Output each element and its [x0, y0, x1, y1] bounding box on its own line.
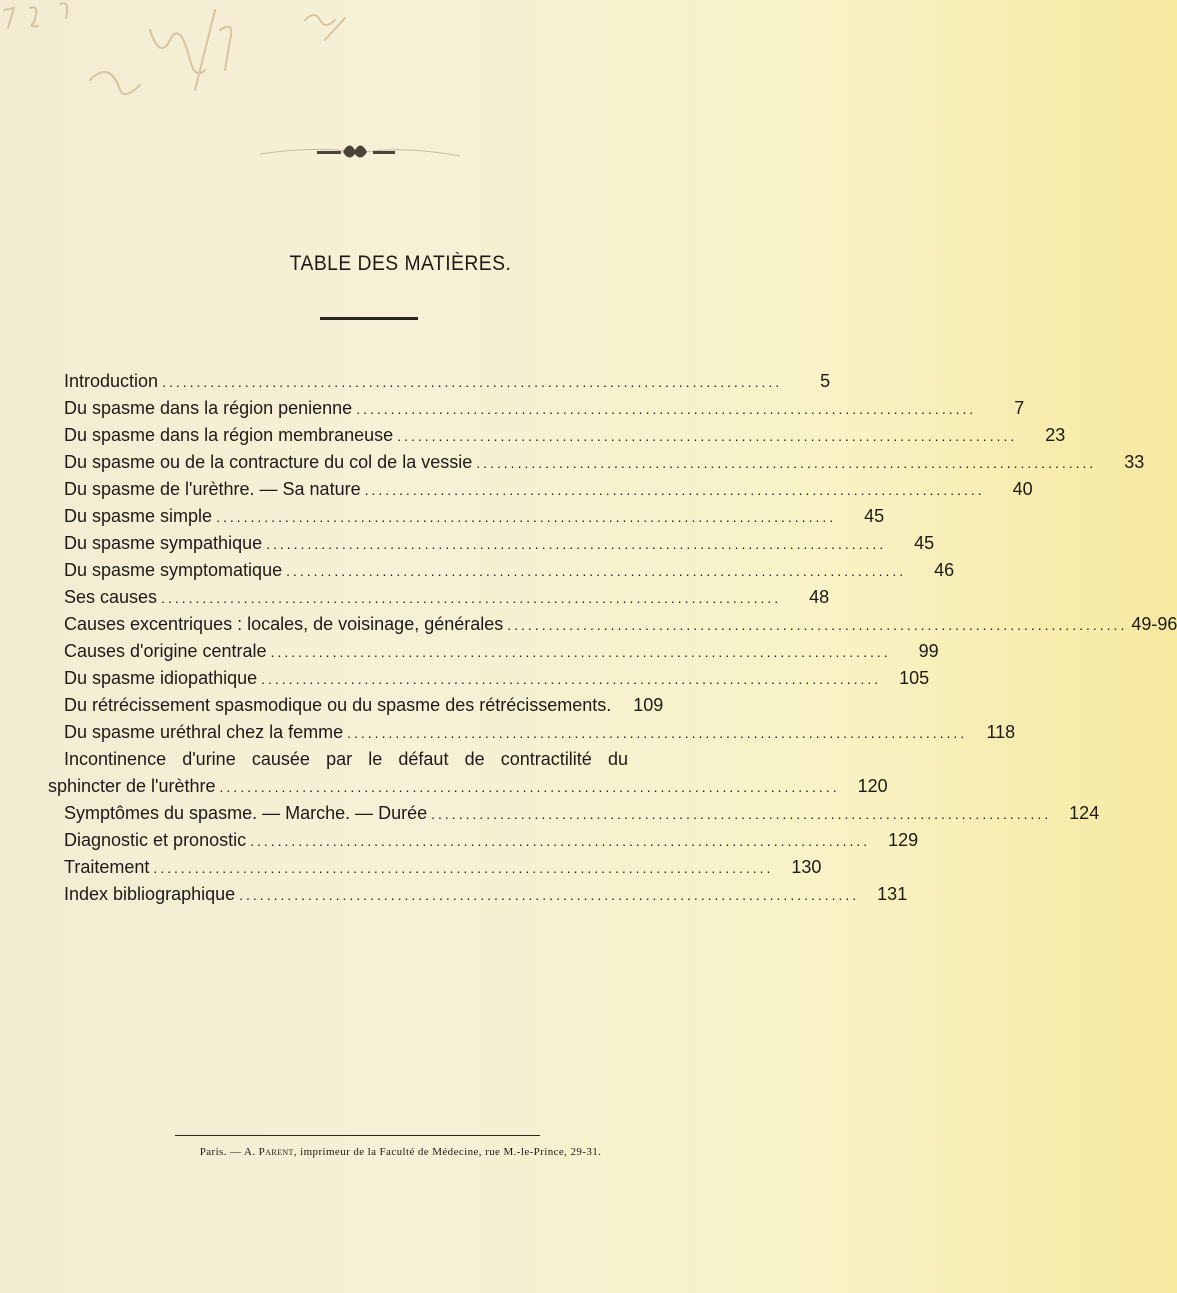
toc-entry: Du spasme ou de la contracture du col de la vessie .......................................................................................... 33 — [48, 449, 628, 476]
toc-entry-label: Du spasme dans la région penienne — [64, 398, 353, 418]
toc-entry-page: 130 — [791, 857, 822, 877]
toc-entry: Traitement .......................................................................................... 130 — [48, 854, 628, 881]
toc-entry: Causes d'origine centrale .......................................................................................... 99 — [48, 638, 628, 665]
toc-entry-label: Du spasme dans la région membraneuse — [64, 425, 394, 445]
toc-entry-page: 45 — [864, 506, 885, 526]
toc-entry-page: 7 — [1014, 398, 1025, 418]
toc-entry: Du spasme de l'urèthre. — Sa nature .......................................................................................... 40 — [48, 476, 628, 503]
table-of-contents — [48, 368, 1177, 908]
toc-entry: Du spasme simple .......................................................................................... 45 — [48, 503, 628, 530]
toc-entry-label: Du spasme ou de la contracture du col de la vessie — [64, 452, 473, 472]
footer-divider — [175, 1135, 540, 1136]
toc-entry: Ses causes .......................................................................................... 48 — [48, 584, 628, 611]
toc-entry-label: Du spasme idiopathique — [64, 668, 258, 688]
toc-entry-page: 48 — [809, 587, 830, 607]
toc-entry-label: Causes d'origine centrale — [64, 641, 267, 661]
toc-entry-multiline: Incontinence d'urine causée par le défaut de contractilité du sphincter de l'urèthre .......................................................................................... 120 — [48, 746, 628, 800]
toc-entry-label: Introduction — [64, 371, 159, 391]
toc-entry-page: 129 — [888, 830, 919, 850]
toc-entry: Index bibliographique .......................................................................................... 131 — [48, 881, 628, 908]
toc-entry-label-line1: Incontinence d'urine causée par le défaut de contractilité du — [64, 749, 628, 769]
title-divider — [320, 317, 418, 320]
toc-entry-label: Du spasme symptomatique — [64, 560, 283, 580]
page-title: TABLE DES MATIÈRES. — [289, 252, 512, 275]
toc-entry-page: 40 — [1012, 479, 1033, 499]
toc-entry-label: Index bibliographique — [64, 884, 236, 904]
toc-entry-label: Du spasme de l'urèthre. — Sa nature — [64, 479, 361, 499]
toc-entry-label: Ses causes — [64, 587, 158, 607]
toc-entry: Diagnostic et pronostic .......................................................................................... 129 — [48, 827, 628, 854]
toc-entry-page: 105 — [899, 668, 930, 688]
toc-entry: Du spasme dans la région membraneuse .......................................................................................... 23 — [48, 422, 628, 449]
toc-entry-page: 46 — [934, 560, 955, 580]
toc-entry: Du spasme symptomatique .......................................................................................... 46 — [48, 557, 628, 584]
toc-entry-label: Du spasme uréthral chez la femme — [64, 722, 344, 742]
imprint-printer-name: Parent, — [258, 1146, 297, 1158]
toc-entry: Du spasme idiopathique .......................................................................................... 105 — [48, 665, 628, 692]
toc-entry-page: 124 — [1069, 803, 1100, 823]
toc-entry-label: Causes excentriques : locales, de voisinage, générales — [64, 614, 504, 634]
toc-entry-label: Symptômes du spasme. — Marche. — Durée — [64, 803, 428, 823]
toc-entry: Symptômes du spasme. — Marche. — Durée .......................................................................................... 124 — [48, 800, 628, 827]
toc-entry-page: 120 — [857, 776, 888, 796]
imprint-city: Paris. — [199, 1146, 227, 1158]
toc-entry-label: Du spasme simple — [64, 506, 213, 526]
toc-entry-label: Du rétrécissement spasmodique ou du spasme des rétrécissements. — [64, 695, 612, 715]
imprint-details: imprimeur de la Faculté de Médecine, rue M.-le-Prince, 29-31. — [300, 1146, 602, 1158]
toc-entry-page: 109 — [633, 695, 664, 715]
decorative-flourish-icon — [255, 132, 465, 172]
toc-entry-page: 49-96 — [1131, 614, 1177, 634]
toc-entry-label-line2: sphincter de l'urèthre — [48, 776, 216, 796]
printer-imprint — [0, 1146, 801, 1158]
toc-entry-page: 33 — [1124, 452, 1145, 472]
toc-entry-page: 23 — [1045, 425, 1066, 445]
toc-entry-label: Traitement — [64, 857, 150, 877]
toc-entry: Du spasme sympathique .......................................................................................... 45 — [48, 530, 628, 557]
toc-entry: Causes excentriques : locales, de voisinage, générales .......................................................................................... 49-96 — [48, 611, 628, 638]
toc-entry — [48, 692, 664, 719]
toc-entry-page: 118 — [986, 722, 1016, 742]
toc-entry-page: 131 — [877, 884, 908, 904]
toc-entry-page: 99 — [918, 641, 939, 661]
toc-entry-page: 45 — [914, 533, 935, 553]
imprint-initial: A. — [243, 1146, 256, 1158]
toc-entry-label: Du spasme sympathique — [64, 533, 263, 553]
toc-entry: Introduction .......................................................................................... 5 — [48, 368, 628, 395]
toc-entry: Du spasme dans la région penienne .......................................................................................... 7 — [48, 395, 628, 422]
toc-entry-page: 5 — [820, 371, 831, 391]
toc-entry-label: Diagnostic et pronostic — [64, 830, 247, 850]
handwritten-scribble-mark — [0, 0, 801, 120]
imprint-dash: — — [230, 1146, 242, 1158]
toc-entry: Du spasme uréthral chez la femme .......................................................................................... 118 — [48, 719, 628, 746]
